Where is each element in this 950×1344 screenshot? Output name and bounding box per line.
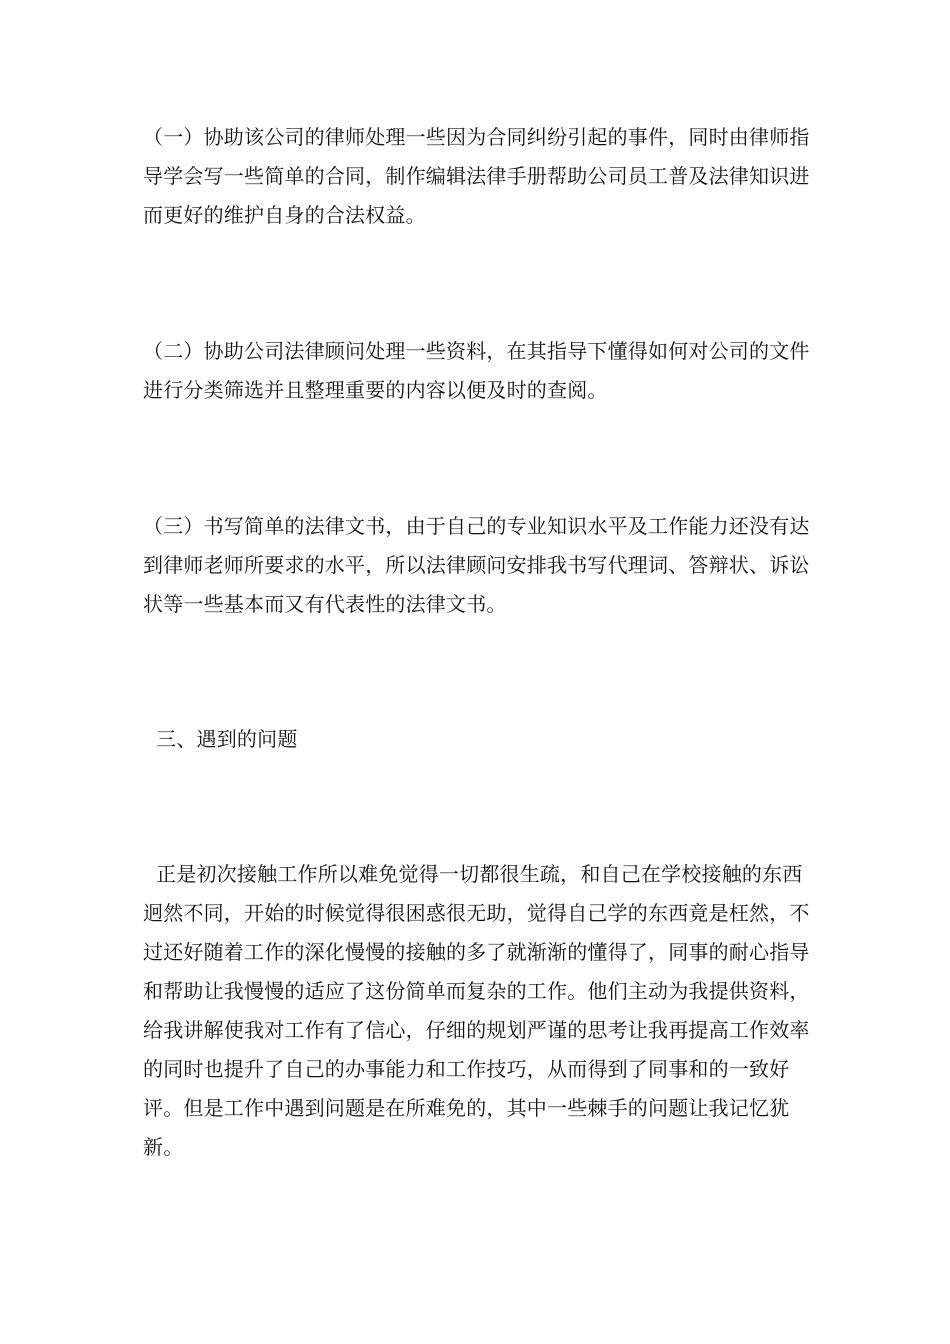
section-heading-problems: 三、遇到的问题 [143,727,298,751]
paragraph-assist-legal-advisor: （二）协助公司法律顾问处理一些资料，在其指导下懂得如何对公司的文件进行分类筛选并且整理重要的内容以便及时的查阅。 [143,339,810,402]
paragraph-assist-lawyer: （一）协助该公司的律师处理一些因为合同纠纷引起的事件，同时由律师指导学会写一些简单的合同，制作编辑法律手册帮助公司员工普及法律知识进而更好的维护自身的合法权益。 [143,125,810,227]
paragraph-problems-encountered: 正是初次接触工作所以难免觉得一切都很生疏，和自己在学校接触的东西迥然不同，开始的时候觉得很困惑很无助，觉得自己学的东西竟是枉然，不过还好随着工作的深化慢慢的接触的多了就渐渐的懂得了，同事的耐心指导和帮助让我慢慢的适应了这份简单而复杂的工作。他们主动为我提供资料，给我讲解使我对工作有了信心，仔细的规划严谨的思考让我再提高工作效率的同时也提升了自己的办事能力和工作技巧，从而得到了同事和的一致好评。但是工作中遇到问题是在所难免的，其中一些棘手的问题让我记忆犹新。 [143,862,810,1159]
paragraph-write-legal-documents: （三）书写简单的法律文书，由于自己的专业知识水平及工作能力还没有达到律师老师所要求的水平，所以法律顾问安排我书写代理词、答辩状、诉讼状等一些基本而又有代表性的法律文书。 [143,514,810,616]
